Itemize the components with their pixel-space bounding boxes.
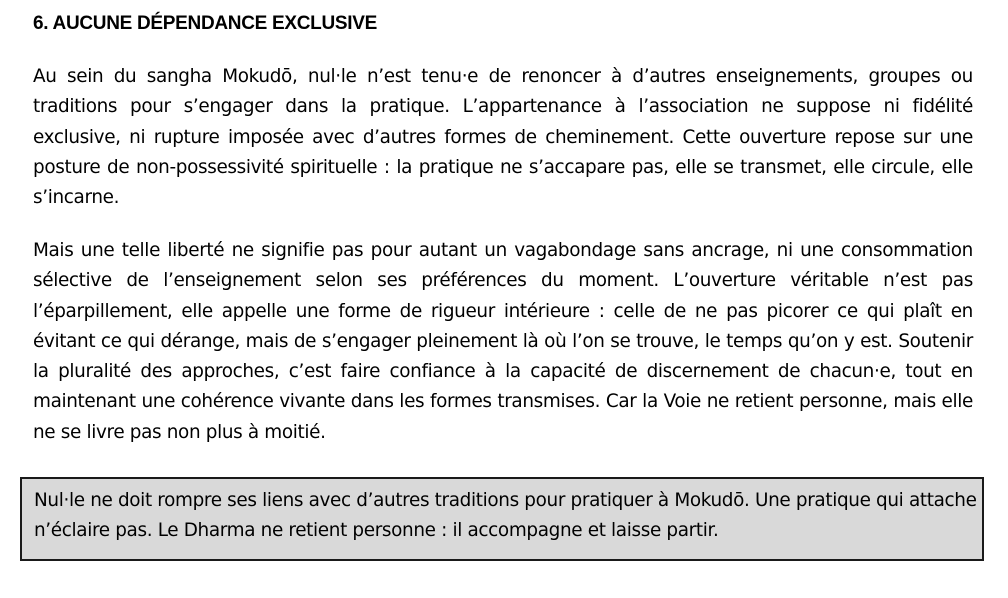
paragraph-2: Mais une telle liberté ne signifie pas pour autant un vagabondage sans ancrage, ni une consommation sélective de l’enseignement selon ses préférences du moment. L’ouverture véritable n’est pas l’éparpillement, elle appelle une forme de rigueur intérieure : celle de ne pas picorer ce qui plaît en évitant ce qui dérange, mais de s’engager pleinement là où l’on se trouve, le temps qu’on y est. Soutenir la pluralité des approches, c’est faire confiance à la capacité de discernement de chacun·e, tout en maintenant une cohérence vivante dans les formes transmises. Car la Voie ne retient personne, mais elle ne se livre pas non plus à moitié. (33, 240, 973, 443)
summary-callout-box (20, 477, 984, 561)
summary-callout-text: Nul·le ne doit rompre ses liens avec d’autres traditions pour pratiquer à Mokudō. Une pratique qui attache n’éclaire pas. Le Dharma ne retient personne : il accompagne et laisse partir. (34, 490, 977, 542)
section-heading: 6. AUCUNE DÉPENDANCE EXCLUSIVE (33, 13, 377, 34)
paragraph-1: Au sein du sangha Mokudō, nul·le n’est tenu·e de renoncer à d’autres enseignements, groupes ou traditions pour s’engager dans la pratique. L’appartenance à l’association ne suppose ni fidélité exclusive, ni rupture imposée avec d’autres formes de cheminement. Cette ouverture repose sur une posture de non-possessivité spirituelle : la pratique ne s’accapare pas, elle se transmet, elle circule, elle s’incarne. (33, 66, 973, 209)
